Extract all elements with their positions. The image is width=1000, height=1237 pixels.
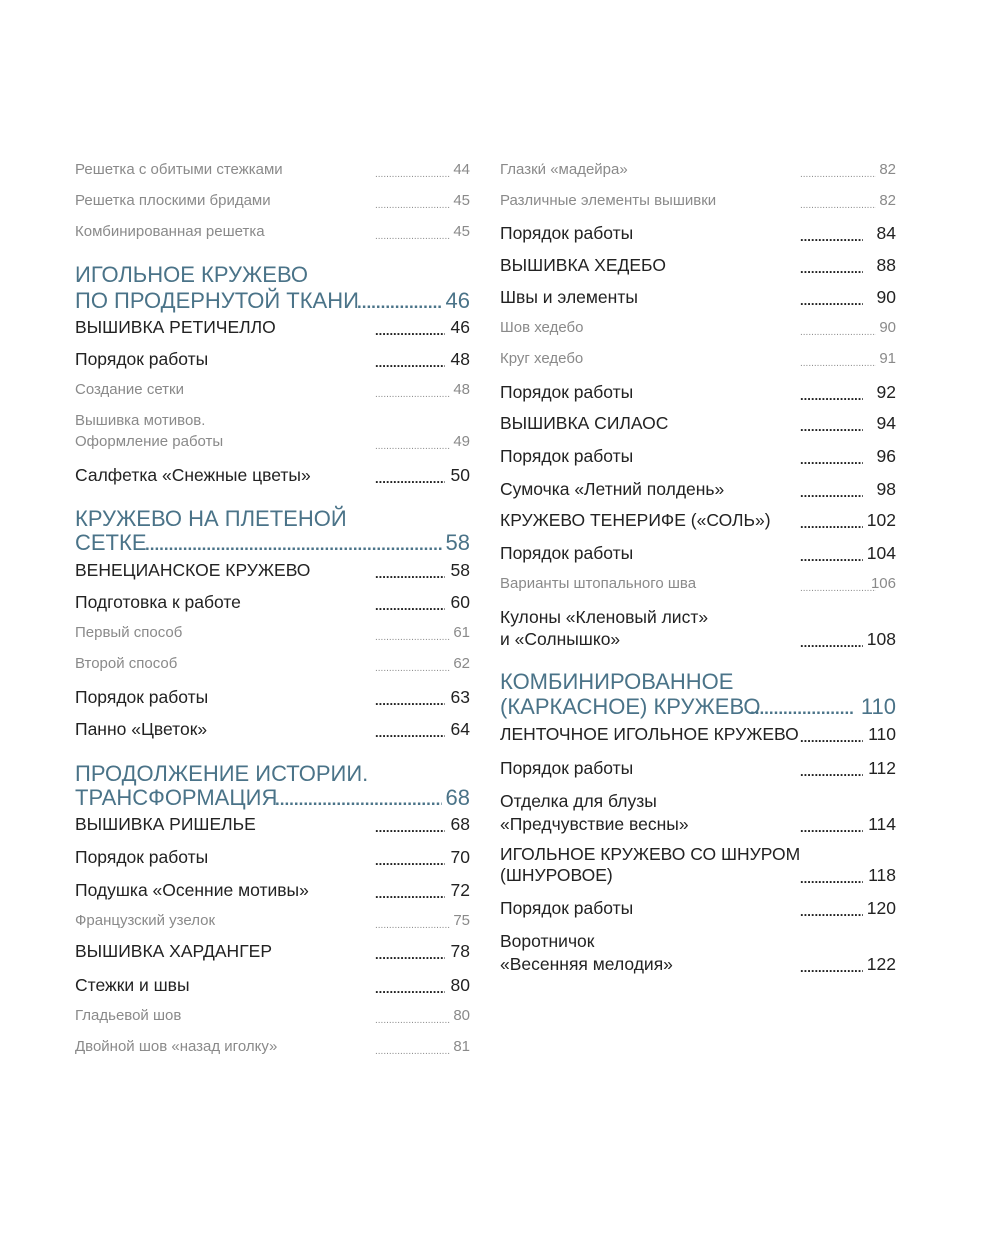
page-number: 90 — [876, 287, 896, 307]
section-title-line1: ПРОДОЛЖЕНИЕ ИСТОРИИ. — [75, 761, 369, 786]
dot-leader — [800, 196, 876, 216]
page-number: 98 — [876, 479, 896, 499]
entry-title: и «Солнышко» — [500, 629, 621, 649]
dot-leader — [375, 352, 445, 374]
dot-leader — [375, 817, 445, 839]
entry-title: ВЕНЕЦИАНСКОЕ КРУЖЕВО — [75, 560, 311, 580]
dot-leader — [375, 944, 445, 966]
page-number: 46 — [445, 288, 470, 313]
dot-leader — [800, 546, 863, 568]
dot-leader — [800, 165, 876, 185]
section-title-line1: КРУЖЕВО НА ПЛЕТЕНОЙ — [75, 506, 347, 531]
dot-leader — [375, 165, 450, 185]
page-number: 114 — [868, 814, 896, 834]
entry-title: Порядок работы — [75, 349, 209, 369]
dot-leader — [375, 468, 445, 490]
entry-title: Второй способ — [75, 655, 178, 672]
page-number: 90 — [879, 319, 896, 336]
dot-leader — [800, 449, 863, 471]
entry-title: Глазки́ «мадейра» — [500, 161, 628, 178]
entry-title: Круг хедебо — [500, 350, 584, 367]
entry-title-line1: Отделка для блузы — [500, 791, 657, 811]
page-number: 122 — [866, 954, 896, 974]
page-number: 82 — [879, 192, 896, 209]
page-number: 48 — [453, 381, 470, 398]
entry-title: Порядок работы — [75, 847, 209, 867]
dot-leader — [375, 1042, 450, 1062]
dot-leader — [375, 437, 450, 457]
page-number: 110 — [860, 694, 896, 719]
entry-title: Оформление работы — [75, 433, 224, 450]
entry-title: Сумочка «Летний полдень» — [500, 479, 725, 499]
page-number: 118 — [868, 865, 896, 885]
page-number: 106 — [870, 575, 896, 592]
page-number: 60 — [450, 592, 470, 612]
entry-title: «Предчувствие весны» — [500, 814, 689, 834]
section-title-line2: ТРАНСФОРМАЦИЯ — [75, 785, 278, 810]
entry-title-line1: Воротничок — [500, 931, 595, 951]
entry-title: Решетка плоскими бридами — [75, 192, 271, 209]
dot-leader — [800, 513, 863, 535]
dot-leader — [375, 563, 445, 585]
page-number: 108 — [866, 629, 896, 649]
dot-leader — [375, 659, 450, 679]
dot-leader — [145, 532, 442, 557]
entry-title: ЛЕНТОЧНОЕ ИГОЛЬНОЕ КРУЖЕВО — [500, 724, 799, 744]
entry-title: Подготовка к работе — [75, 592, 241, 612]
entry-title-line1: ИГОЛЬНОЕ КРУЖЕВО СО ШНУРОМ — [500, 844, 801, 864]
dot-leader — [800, 957, 863, 979]
section-title-line2: (КАРКАСНОЕ) КРУЖЕВО — [500, 694, 761, 719]
section-title-line1: КОМБИНИРОВАННОЕ — [500, 669, 734, 694]
page-number: 68 — [450, 814, 470, 834]
dot-leader — [800, 482, 863, 504]
entry-title: Порядок работы — [500, 223, 634, 243]
dot-leader — [800, 258, 863, 280]
entry-title: Первый способ — [75, 624, 183, 641]
page-number: 80 — [450, 975, 470, 995]
page-number: 110 — [868, 724, 896, 744]
page-number: 75 — [453, 912, 470, 929]
section-title-line1: ИГОЛЬНОЕ КРУЖЕВО — [75, 262, 309, 287]
entry-title: Шов хедебо — [500, 319, 584, 336]
entry-title: Решетка с обитыми стежками — [75, 161, 283, 178]
page-number: 44 — [453, 161, 470, 178]
dot-leader — [375, 385, 450, 405]
dot-leader — [375, 978, 445, 1000]
entry-title: Порядок работы — [500, 543, 634, 563]
dot-leader — [800, 323, 876, 343]
entry-title: (ШНУРОВОЕ) — [500, 865, 613, 885]
entry-title: Различные элементы вышивки — [500, 192, 717, 209]
page-number: 94 — [876, 413, 896, 433]
dot-leader — [375, 883, 445, 905]
dot-leader — [800, 632, 863, 654]
page-number: 49 — [453, 433, 470, 450]
page-number: 92 — [876, 382, 896, 402]
page-number: 72 — [450, 880, 470, 900]
entry-title: Порядок работы — [500, 446, 634, 466]
page-number: 80 — [453, 1007, 470, 1024]
entry-title-line1: Кулоны «Кленовый лист» — [500, 607, 709, 627]
dot-leader — [800, 727, 863, 749]
entry-title: Двойной шов «назад иголку» — [75, 1038, 278, 1055]
page-number: 50 — [450, 465, 470, 485]
entry-title: Порядок работы — [500, 382, 634, 402]
dot-leader — [375, 320, 445, 342]
entry-title-line1: Вышивка мотивов. — [75, 412, 206, 429]
dot-leader — [800, 226, 863, 248]
page-number: 70 — [450, 847, 470, 867]
dot-leader — [375, 595, 445, 617]
page-number: 58 — [445, 530, 470, 555]
entry-title: ВЫШИВКА ХЕДЕБО — [500, 255, 666, 275]
dot-leader — [800, 385, 863, 407]
dot-leader — [800, 901, 863, 923]
dot-leader — [800, 416, 863, 438]
entry-title: Порядок работы — [500, 758, 634, 778]
entry-title: ВЫШИВКА РЕТИЧЕЛЛО — [75, 317, 276, 337]
page-number: 62 — [453, 655, 470, 672]
dot-leader — [375, 628, 450, 648]
page-number: 68 — [445, 785, 470, 810]
dot-leader — [800, 354, 876, 374]
entry-title: ВЫШИВКА СИЛАОС — [500, 413, 669, 433]
page-number: 78 — [450, 941, 470, 961]
entry-title: Французский узелок — [75, 912, 216, 929]
page-number: 45 — [453, 223, 470, 240]
section-title-line2: ПО ПРОДЕРНУТОЙ ТКАНИ — [75, 288, 359, 313]
page-number: 102 — [866, 510, 896, 530]
entry-title: ВЫШИВКА РИШЕЛЬЕ — [75, 814, 256, 834]
entry-title: Порядок работы — [500, 898, 634, 918]
dot-leader — [375, 690, 445, 712]
page-number: 45 — [453, 192, 470, 209]
dot-leader — [357, 290, 442, 315]
dot-leader — [800, 761, 863, 783]
page-number: 112 — [868, 758, 896, 778]
dot-leader — [375, 227, 450, 247]
dot-leader — [375, 850, 445, 872]
dot-leader — [800, 817, 863, 839]
dot-leader — [800, 579, 876, 599]
page-number: 48 — [450, 349, 470, 369]
page-number: 81 — [453, 1038, 470, 1055]
entry-title: Создание сетки — [75, 381, 184, 398]
entry-title: Подушка «Осенние мотивы» — [75, 880, 309, 900]
dot-leader — [375, 916, 450, 936]
entry-title: Гладьевой шов — [75, 1007, 182, 1024]
entry-title: Салфетка «Снежные цветы» — [75, 465, 311, 485]
page-number: 82 — [879, 161, 896, 178]
entry-title: КРУЖЕВО ТЕНЕРИФЕ («СОЛЬ») — [500, 510, 771, 530]
entry-title: Стежки и швы — [75, 975, 190, 995]
page-number: 58 — [450, 560, 470, 580]
section-title-line2: СЕТКЕ — [75, 530, 147, 555]
page-number: 64 — [450, 719, 470, 739]
dot-leader — [375, 1011, 450, 1031]
dot-leader — [275, 787, 442, 812]
entry-title: Комбинированная решетка — [75, 223, 265, 240]
page-number: 46 — [450, 317, 470, 337]
page-number: 96 — [876, 446, 896, 466]
dot-leader — [375, 196, 450, 216]
page-number: 84 — [876, 223, 896, 243]
page-number: 91 — [879, 350, 896, 367]
entry-title: Швы и элементы — [500, 287, 638, 307]
entry-title: Панно «Цветок» — [75, 719, 208, 739]
entry-title: Порядок работы — [75, 687, 209, 707]
entry-title: ВЫШИВКА ХАРДАНГЕР — [75, 941, 273, 961]
entry-title: «Весенняя мелодия» — [500, 954, 673, 974]
dot-leader — [750, 696, 854, 721]
page-number: 63 — [450, 687, 470, 707]
page-number: 61 — [453, 624, 470, 641]
dot-leader — [800, 868, 863, 890]
entry-title: Варианты штопального шва — [500, 575, 697, 592]
page-number: 88 — [876, 255, 896, 275]
page-number: 104 — [866, 543, 896, 563]
page-number: 120 — [866, 898, 896, 918]
dot-leader — [375, 722, 445, 744]
dot-leader — [800, 290, 863, 312]
